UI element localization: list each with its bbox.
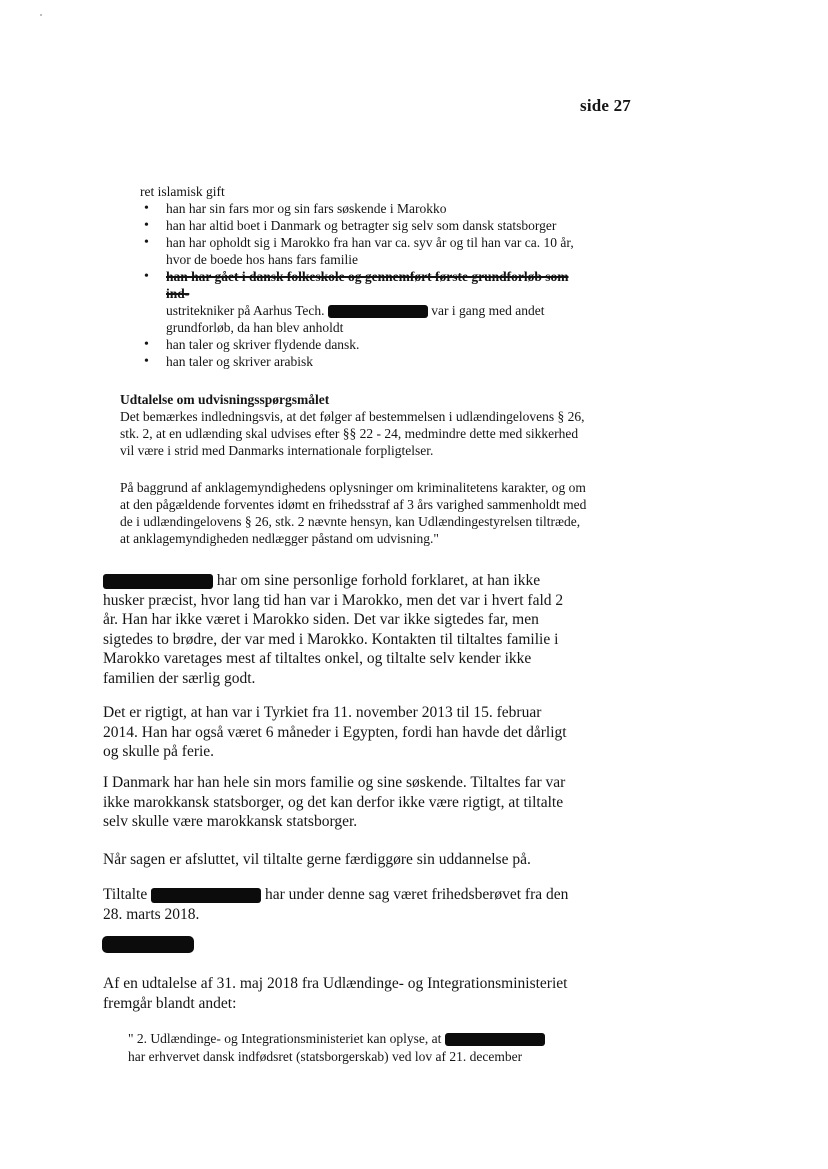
bullet-list	[120, 200, 590, 370]
section-paragraph: Det bemærkes indledningsvis, at det følger af bestemmelsen i udlændingelovens § 26, stk. 2, at en udlænding skal udvises efter §§ 22 - 24, medmindre dette med sikkerhed vil være i strid med Danmarks internationale forpligtelser.	[120, 409, 585, 458]
page-number: side 27	[580, 96, 631, 115]
bullet-text: grundforløb, da han blev anholdt	[166, 320, 344, 335]
paragraph-text: I Danmark har han hele sin mors familie og sine søskende. Tiltaltes far var ikke marokkansk statsborger, og det kan derfor ikke være rigtigt, at tiltalte selv skulle være marokkansk statsborger.	[103, 774, 566, 830]
paragraph-text: Når sagen er afsluttet, vil tiltalte gerne færdiggøre sin uddannelse på.	[103, 851, 531, 868]
bullet-item: • han taler og skriver arabisk	[120, 353, 590, 370]
bullet-text: var i gang med andet	[431, 303, 545, 318]
paragraph-ministry	[103, 974, 573, 1013]
bullet-item: • han taler og skriver flydende dansk.	[120, 336, 590, 353]
paragraph-family	[103, 773, 573, 832]
bullet-item: • han har opholdt sig i Marokko fra han var ca. syv år og til han var ca. 10 år, hvor de boede hos hans fars familie	[120, 234, 590, 268]
quote-text: " 2. Udlændinge- og Integrationsministeriet kan oplyse, at	[128, 1031, 442, 1046]
bullet-item-education	[120, 268, 590, 336]
paragraph-personal	[103, 571, 573, 688]
quote-text: har erhvervet dansk indfødsret (statsborgerskab) ved lov af 21. december	[128, 1049, 523, 1064]
bullet-text: ustritekniker på Aarhus Tech.	[166, 303, 325, 318]
paragraph-text: Af en udtalelse af 31. maj 2018 fra Udlændinge- og Integrationsministeriet fremgår blandt andet:	[103, 975, 568, 1012]
paragraph-text: har om sine personlige forhold forklaret, at han ikke husker præcist, hvor lang tid han var i Marokko, men det var i hvert fald 2 år. Han har ikke været i Marokko siden. Det var ikke sigtedes far, men sigtedes to brødre, der var med i Marokko. Kontakten til tiltaltes familie i Marokko varetages mest af tiltaltes onkel, og tiltalte selv kender ikke familien der særlig godt.	[103, 572, 564, 687]
paragraph-text: Tiltalte	[103, 886, 148, 903]
paragraph-text: har under denne sag været frihedsberøvet fra den 28. marts 2018.	[103, 886, 569, 923]
ministry-quote	[128, 1030, 568, 1066]
redaction-bar	[445, 1033, 545, 1046]
redaction-bar	[103, 574, 213, 589]
lead-line: ret islamisk gift	[140, 184, 225, 199]
paragraph-detention	[103, 885, 573, 924]
struck-text: han har gået i dansk folkeskole og gennemført første grundforløb som ind-	[166, 269, 569, 301]
section-heading: Udtalelse om udvisningsspørgsmålet	[120, 392, 330, 407]
redaction-bar	[328, 305, 428, 318]
paragraph-text: Det er rigtigt, at han var i Tyrkiet fra 11. november 2013 til 15. februar 2014. Han har også været 6 måneder i Egypten, fordi han havde det dårligt og skulle på ferie.	[103, 704, 567, 760]
closing-paragraph: På baggrund af anklagemyndighedens oplysninger om kriminalitetens karakter, og om at den pågældende forventes idømt en frihedsstraf af 3 års varighed sammenholdt med de i udlændingelovens § 26, stk. 2 nævnte hensyn, kan Udlændingestyrelsen tiltræde, at anklagemyndigheden nedlægger påstand om udvisning."	[120, 480, 587, 546]
redaction-bar	[151, 888, 261, 903]
redacted-heading	[102, 936, 194, 953]
quoted-statement	[120, 183, 590, 547]
paragraph-education	[103, 850, 573, 870]
scan-speck	[40, 14, 42, 16]
paragraph-travel	[103, 703, 573, 762]
bullet-item: • han har altid boet i Danmark og betragter sig selv som dansk statsborger	[120, 217, 590, 234]
bullet-item: • han har sin fars mor og sin fars søskende i Marokko	[120, 200, 590, 217]
